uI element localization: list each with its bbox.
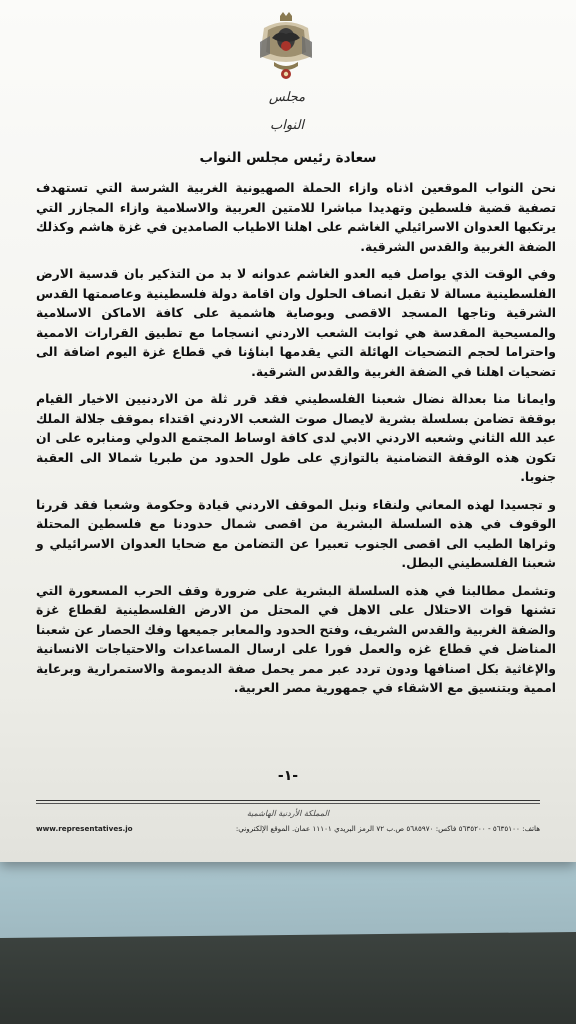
page-number: -١- [277, 768, 299, 784]
footer-contact-details: هاتف: ٥٦٣٥١٠٠ - ٥٦٣٥٢٠٠ فاكس: ٥٦٨٥٩٧٠ ص.ب ٧٢ الرمز البريدي ١١١٠١ عمان. الموقع الإلكتروني: [235, 824, 540, 833]
footer-divider-thin [36, 803, 540, 804]
footer-contact-line [36, 824, 540, 833]
organization-name-calligraphy: مجلس النواب [268, 90, 306, 133]
letter-paragraph-4: و تجسيدا لهذه المعاني ولنقاء ونبل الموقف الاردني قيادة وحكومة وشعبا فقد قررنا الوقوف في هذه السلسلة البشرية من اقصى شمال حدودنا مع فلسطين المحتلة وثراها الطيب الى اقصى الجنوب تعبيرا عن التضامن مع ضحايا العدوان الاسرائيلي و شعبنا الفلسطيني البطل. [36, 496, 556, 570]
footer-website: www.representatives.jo [36, 824, 133, 833]
footer-stamp-text: المملكة الأردنية الهاشمية [246, 809, 330, 818]
letter-body [36, 178, 556, 706]
letter-paragraph-3: وايمانا منا بعدالة نضال شعبنا الفلسطيني فقد قرر ثلة من الاردنيين الاخيار القيام بوقفة تضامن بسلسلة بشرية لايصال صوت الشعب الاردني اقتداء بموقف جلالة الملك عبد الله الثاني وشعبه الاردني الابي لدى كافة اوساط المجتمع الدولي ومنابره على ان تكون هذه الوقفة التضامنية بالتوازي على طول الحدود من طبريا شمالا الى العقبة جنوبا. [36, 391, 556, 484]
letter-paragraph-5: وتشمل مطالبنا في هذه السلسلة البشرية على ضرورة وقف الحرب المسعورة التي تشنها قوات الاحتلال على الاهل في المحتل من الارض الفلسطينية لقطاع غزة والضفة الغربية والقدس الشريف، وفتح الحدود والمعابر جميعها وفك الحصار عن شعبنا المناضل في قطاع غزه والعمل فورا على ارسال المساعدات والاحتياجات الانسانية والإغاثية بكل اصنافها ودون تردد عبر ممر يحمل صفة الديمومة والاستمرارية وبرعاية اممية وبتنسيق مع الاشقاء في جمهورية مصر العربية. [36, 582, 556, 695]
salutation-heading: سعادة رئيس مجلس النواب [199, 150, 377, 166]
footer-divider [36, 800, 540, 801]
coat-of-arms-icon [254, 12, 318, 82]
letter-paragraph-2: وفي الوقت الذي يواصل فيه العدو الغاشم عدوانه لا بد من التذكير بان قدسية الارض الفلسطينية مسالة لا تقبل انصاف الحلول وان اقامة دولة فلسطينية وعاصمتها القدس الشرقية وتاجها المسجد الاقصى وبوصاية هاشمية على كافة الاماكن الاسلامية والمسيحية المقدسة هي ثوابت الشعب الاردني انسجاما مع تطبيق القرارات الاممية واحتراما لحجم التضحيات الهائلة التي يقدمها ابناؤنا في قطاع غزة اليوم اضافة الى تضحيات اهلنا في الضفة الغربية والقدس الشرقية. [36, 266, 556, 379]
letter-paragraph-1: نحن النواب الموقعين اذناه وازاء الحملة الصهيونية الغربية الشرسة التي تستهدف تصفية قضية فلسطين وتهديدا مباشرا للامتين العربية والاسلامية وازاء المجازر التي يرتكبها العدوان الاسرائيلي الغاشم على اهلنا الاطياب الصامدين في غزة هاشم وكذلك الضفة الغربية والقدس الشرقية. [36, 180, 556, 254]
